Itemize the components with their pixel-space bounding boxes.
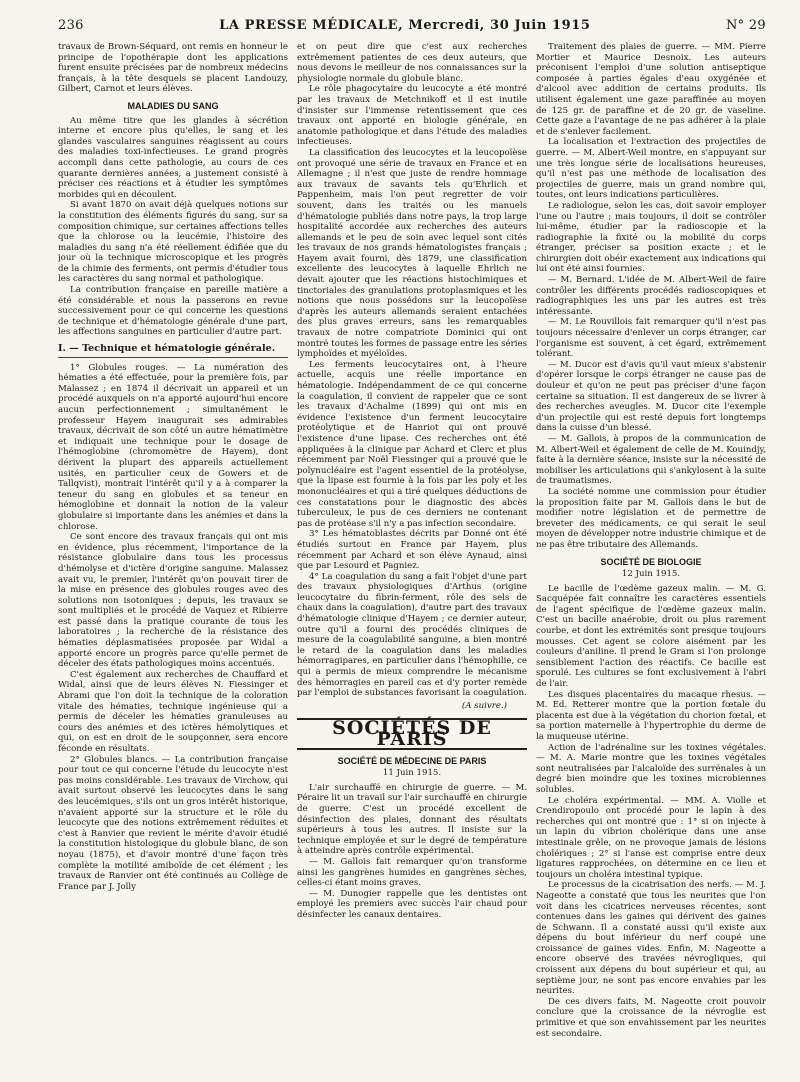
paragraph: Le processus de la cicatrisation des nerfs. — M. J. Nageotte a constaté que tous les neurites que l'on voit dans les cicatrices nerveuses récentes, sont contenues dans les gaines qui dérivent des gaines de Schwann. Il a constaté aussi qu'il existe aux dépens du bout inférieur du nerf coupé une croissance de gaines vides. Enfin, M. Nageotte a encore observé des travées névrogliques, qui croissent aux dépens du bout supérieur et qui, au septième jour, ne sont pas encore envahies par les neurites. (536, 880, 766, 997)
paragraph: C'est également aux recherches de Chauffard et Widal, ainsi que de leurs élèves N. Fiessinger et Abrami que l'on doit la technique de la coloration vitale des hématies, technique ingénieuse qui a permis de déceler les hématies granuleuses au cours des anémies et des ictères hémolytiques et qui, on est en droit de le soupçonner, sera encore féconde en résultats. (58, 669, 288, 754)
column-3 (536, 42, 766, 1072)
paragraph: — M. Gallois, à propos de la communication de M. Albert-Weil et également de celle de M. Kouindjy, faite à la dernière séance, insiste sur la nécessité de mobiliser les articulations qui s'ankylosent à la suite de traumatismes. (536, 433, 766, 487)
column-2 (297, 42, 527, 1072)
society-heading-biologie: SOCIÉTÉ DE BIOLOGIE (600, 556, 702, 567)
societes-de-paris-title: SOCIÉTÉS DE PARIS (297, 718, 527, 749)
paragraph: Le radiologue, selon les cas, doit savoir employer l'une ou l'autre ; mais toujours, il doit se contrôler lui-même, étudier par la radioscopie et la radiographie la fixité ou la mobilité du corps étranger, préciser sa position exacte ; et le chirurgien doit obéir exactement aux indications qui lui ont été ainsi fournies. (536, 200, 766, 275)
paragraph: et on peut dire que c'est aux recherches extrêmement patientes de ces deux auteurs, que nous devons le meilleur de nos connaissances sur la physiologie normale du globule blanc. (297, 42, 527, 84)
paragraph: La société nomme une commission pour étudier la proposition faite par M. Gallois dans le but de modifier notre législation et de permettre de breveter des médicaments, ce qui serait le seul moyen de développer notre industrie chimique et de ne pas être tributaire des Allemands. (536, 486, 766, 550)
paragraph: 3° Les hématoblastes décrits par Donné ont été étudiés surtout en France par Hayem, plus récemment par Achard et son élève Aynaud, ainsi que par Lesourd et Pagniez. (297, 529, 527, 572)
continued-note: (A suivre.) (461, 700, 507, 711)
paragraph: L'air surchauffé en chirurgie de guerre. — M. Péraire lit un travail sur l'air surchauffé en chirurgie de guerre. C'est un procédé excellent de désinfection des plaies, donnant des résultats supérieurs à tous les autres. Il insiste sur la technique employée et sur le degré de température à atteindre après contrôle expérimental. (297, 782, 527, 857)
section-heading-maladies-du-sang: MALADIES DU SANG (127, 100, 219, 111)
session-date: 12 Juin 1915. (621, 569, 681, 580)
session-date: 11 Juin 1915. (382, 768, 442, 779)
paragraph: Les disques placentaires du macaque rhesus. — M. Ed. Retterer montre que la portion fœtale du placenta est due à la végétation du chorion fœtal, et sa portion maternelle à l'hypertrophie du derme de la muqueuse utérine. (536, 689, 766, 742)
paragraph: La contribution française en pareille matière a été considérable et nous la passerons en revue successivement pour ce qui concerne les questions de technique et d'hématologie générale d'une part, les affections sanguines en particulier d'autre part. (58, 285, 288, 338)
paragraph: — M. Bernard. L'idée de M. Albert-Weil de faire contrôler les différents procédés radioscopiques et radiographiques les uns par les autres est très intéressante. (536, 275, 766, 317)
paragraph: Le rôle phagocytaire du leucocyte a été montré par les travaux de Metchnikoff et il est inutile d'insister sur l'immense retentissement que ces travaux ont apporté en biologie générale, en anatomie pathologique et dans l'étude des maladies infectieuses. (297, 84, 527, 148)
page-number: 236 (58, 18, 84, 33)
paragraph: Traitement des plaies de guerre. — MM. Pierre Mortier et Maurice Desnoix. Les auteurs préconisent l'emploi d'une solution antiseptique composée à parties égales d'eau oxygénée et d'alcool avec addition de certains produits. Ils utilisent également une gaze paraffinée au moyen de 125 gr. de paraffine et de 20 gr. de vaseline. Cette gaze a l'avantage de ne pas adhérer à la plaie et de s'enlever facilement. (536, 42, 766, 137)
paragraph: Si avant 1870 on avait déjà quelques notions sur la constitution des éléments figurés du sang, sur sa composition chimique, sur certaines affections telles que la chlorose ou la leucémie, l'histoire des maladies du sang n'a été réellement édifiée que du jour où la technique microscopique et les progrès de la chimie des ferments, ont permis d'étudier tous les caractères du sang normal et pathologique. (58, 200, 288, 285)
society-heading-medecine: SOCIÉTÉ DE MÉDECINE DE PARIS (337, 755, 487, 766)
paragraph: 4° La coagulation du sang a fait l'objet d'une part des travaux physiologiques d'Arthus (origine leucocytaire du fibrin-ferment, rôle des sels de chaux dans la coagulation), d'autre part des travaux d'hématologie clinique d'Hayem ; ce dernier auteur, outre qu'il a fourni des procédés cliniques de mesure de la coagulabilité sanguine, a bien montré le retard de la coagulation dans les maladies hémorragipares, en particulier dans l'hémophilie, ce qui a permis de mieux comprendre le mécanisme des hémorragies en pareil cas et d'y porter remède par l'emploi de substances favorisant la coagulation. (297, 571, 527, 699)
paragraph: travaux de Brown-Séquard, ont remis en honneur le principe de l'opothérapie dont les applications furent ensuite précisées par de nombreux médecins français, à la tête desquels se placent Landouzy, Gilbert, Carnot et leurs élèves. (58, 42, 288, 95)
paragraph: — M. Gallois fait remarquer qu'on transforme ainsi les gangrènes humides en gangrènes sèches, celles-ci étant moins graves. (297, 856, 527, 889)
paragraph: Le choléra expérimental. — MM. A. Violle et Crendiropoulo ont procédé pour le lapin à des recherches qui ont montré que : 1° si on injecte à un lapin du vibrion cholérique dans une anse intestinale grêle, on ne provoque jamais de lésions cholériques ; 2° si l'anse est comprise entre deux ligatures rapprochées, on détermine en ce lieu et toujours un choléra intestinal typique. (536, 795, 766, 880)
paragraph: — M. Le Rouvillois fait remarquer qu'il n'est pas toujours nécessaire d'enlever un corps étranger, car l'organisme est souvent, à cet égard, extrêmement tolérant. (536, 317, 766, 360)
running-head (58, 18, 766, 38)
paragraph: La localisation et l'extraction des projectiles de guerre. — M. Albert-Weil montre, en s'appuyant sur une très longue série de localisations heureuses, qu'il n'est pas une méthode de localisation des projectiles de guerre, mais un grand nombre qui, toutes, ont leurs indications particulières. (536, 137, 766, 201)
paragraph: Au même titre que les glandes à sécrétion interne et encore plus qu'elles, le sang et les glandes vasculaires sanguines réagissent au cours des maladies toxi-infectieuses. Le grand progrès accompli dans cette pathologie, au cours de ces quarante dernières années, a justement consisté à préciser ces réactions et à étudier les symptômes morbides qui en découlent. (58, 115, 288, 200)
paragraph: 2° Globules blancs. — La contribution française pour tout ce qui concerne l'étude du leucocyte n'est pas moins considérable. Les travaux de Virchow, qui avait surtout observé les leucocytes dans le sang des leucémiques, s'ils ont un gros intérêt historique, n'avaient apporté sur la structure et le rôle du leucocyte que des notions extrêmement réduites et c'est à Ranvier que revient le mérite d'avoir étudié la constitution histologique du globule blanc, de son noyau (1875), et d'avoir montré d'une façon très complète la motilité amiboïde de cet élément ; les travaux de Ranvier ont été continués au Collège de France par J. Jolly (58, 754, 288, 892)
issue-number: N° 29 (725, 18, 766, 33)
paragraph: — M. Ducor est d'avis qu'il vaut mieux s'abstenir d'opérer lorsque le corps étranger ne cause pas de douleur et qu'on ne peut pas préciser d'une façon certaine sa situation. Il est dangereux de se livrer à des recherches aveugles. M. Ducor cite l'exemple d'un projectile qui est resté depuis fort longtemps dans la cuisse d'un blessé. (536, 359, 766, 434)
paragraph: — M. Dunogier rappelle que les dentistes ont employé les premiers avec succès l'air chaud pour désinfecter les canaux dentaires. (297, 888, 527, 920)
paragraph: La classification des leucocytes et la leucopoïèse ont provoqué une série de travaux en France et en Allemagne ; il n'est que juste de rendre hommage aux travaux de savants tels qu'Ehrlich et Pappenheim, mais l'on peut regretter de voir souvent, dans les traités ou les manuels d'hématologie publiés dans notre pays, la trop large hospitalité accordée aux recherches des auteurs allemands et le peu de soin avec lequel sont cités les travaux de nos grands hématologistes français ; Hayem avait fourni, dès 1879, une classification excellente des leucocytes à laquelle Ehrlich ne devait ajouter que les réactions histochimiques et tinctoriales des granulations protoplasmiques et les notions que nous possédons sur la leucopoïèse d'après les auteurs allemands seraient entachées des plus graves erreurs, sans les remarquables travaux de notre compatriote Dominici qui ont montré toutes les formes de passage entre les séries lymphoïdes et myéloïdes. (297, 147, 527, 360)
paragraph: Action de l'adrénaline sur les toxines végétales. — M. A. Marie montre que les toxines végétales sont neutralisées par l'alcaloïde des surrénales à un degré bien moindre que les toxines microbiennes solubles. (536, 742, 766, 795)
paragraph: De ces divers faits, M. Nageotte croit pouvoir conclure que la croissance de la névroglie est primitive et que son envahissement par les neurites est secondaire. (536, 996, 766, 1039)
paragraph: 1° Globules rouges. — La numération des hématies a été effectuée, pour la première fois, par Malassez ; en 1874 il décrivait un appareil et un procédé auxquels on n'a apporté aujourd'hui encore aucun perfectionnement ; simultanément le professeur Hayem inaugurait ses admirables travaux, décrivait de son côté un autre hématimètre et indiquait une technique pour le dosage de l'hémoglobine (chromomètre de Hayem), dont dérivent la plupart des appareils actuellement usités, en particulier ceux de Gowers et de Tallqvist), montrait l'intérêt qu'il y a à comparer la teneur du sang en globules et sa teneur en hémoglobine et donnait la notion de la valeur globulaire si importante dans les anémies et dans la chlorose. (58, 362, 288, 532)
paragraph: Les ferments leucocytaires ont, à l'heure actuelle, acquis une réelle importance en hématologie. Indépendamment de ce qui concerne la coagulation, il convient de rappeler que ce sont les travaux d'Achalme (1899) qui ont mis en évidence l'existence d'un ferment leucocytaire protéolytique et de Hanriot qui ont prouvé l'existence d'une lipase. Ces recherches ont été appliquées à la clinique par Achard et Clerc et plus récemment par Noël Fiessinger qui a prouvé que le polynucléaire est l'agent essentiel de la protéolyse, que la lipase est fournie à la fois par les poly et les mononucléaires et qui a tiré quelques déductions de ces constatations pour le diagnostic des abcès tuberculeux, le pus de ces derniers ne contenant pas de protéase s'il n'y a pas infection secondaire. (297, 359, 527, 529)
paragraph: Le bacille de l'œdème gazeux malin. — M. G. Sacquépée fait connaître les caractères essentiels de l'agent spécifique de l'œdème gazeux malin. C'est un bacille anaérobie, droit ou plus rarement courbe, et dont les extrémités sont presque toujours mousses. Cet agent se colore aisément par les couleurs d'aniline. Il prend le Gram si l'on prolonge sensiblement l'action des réactifs. Ce bacille est sporulé. Les cultures se font exclusivement à l'abri de l'air. (536, 583, 766, 690)
journal-title: LA PRESSE MÉDICALE, Mercredi, 30 Juin 1915 (219, 18, 591, 33)
column-1 (58, 42, 288, 1072)
text-columns (58, 42, 766, 1072)
section-heading-technique: I. — Technique et hématologie générale. (58, 344, 288, 358)
paragraph: Ce sont encore des travaux français qui ont mis en évidence, plus récemment, l'importance de la résistance globulaire dans tous les processus d'hémolyse et d'ictère d'origine sanguine. Malassez avait vu, le premier, l'intérêt qu'on pouvait tirer de la mise en présence des globules rouges avec des solutions non isotoniques ; depuis, les travaux se sont multipliés et le procédé de Vaquez et Ribierre est passé dans la pratique courante de tous les laboratoires ; la recherche de la résistance des hématies déplasmatisées proposée par Widal a apporté encore un progrès parce qu'elle permet de déceler des états pathologiques moins accentués. (58, 532, 288, 670)
